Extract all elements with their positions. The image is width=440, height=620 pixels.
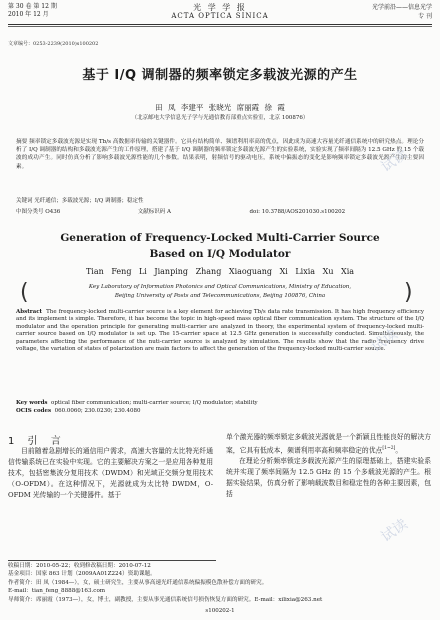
author-email: E-mail：tian_feng_8888@163.com [8, 588, 106, 595]
paper-title-cn: 基于 I/Q 调制器的频率锁定多载波光源的产生 [82, 68, 358, 83]
paper-title-en [0, 230, 440, 262]
watermark-2: 试读 [368, 326, 401, 356]
authors-en: Tian Feng Li Jianping Zhang Xiaoguang Xi Lixia Xu Xia [85, 267, 355, 276]
journal-name-en: ACTA OPTICA SINICA [171, 12, 269, 20]
intro-right-column: 单个激光器的频率锁定多载波光源就是一个新颖且性能良好的解决方案，它具有低成本，频谱利用率高和频率稳定的优点[1~2]。 在理论分析频率锁定多载波光源产生的原理基础上，搭建实验系统并实现了频率间隔为 12.5 GHz 的 15 个多载波光源的产生。根据实验结果，仿真分析了影响载波数目和稳定性的各种主要因素，包括 [226, 433, 431, 499]
keywords-en-text: optical fiber communication; multi-carrier source; I/Q modulator; stability [51, 400, 258, 406]
ocis-label: OCIS codes [16, 408, 52, 414]
issue: 第 12 期 [33, 3, 57, 10]
watermark-1: 试读 [378, 146, 411, 176]
header-rule-thin [8, 26, 432, 27]
footnote-rule [8, 560, 216, 561]
column-title: 光学前沿——信息光学 [371, 4, 432, 11]
column-subtitle: 专 刊 [418, 13, 432, 20]
funding-note: 基金项目：国家 863 计划（2009AA01Z224）资助课题。 [8, 571, 156, 578]
page-number: s100202-1 [205, 608, 235, 614]
affiliation-cn: （北京邮电大学信息光子学与光通信教育部重点实验室，北京 100876） [131, 115, 309, 121]
paper-title-en-line2: Based on I/Q Modulator [149, 248, 291, 260]
advisor-bio: 导师简介：席丽霞（1973—），女，博士，副教授，主要从事光通信系统信号损伤恢复方面的研究。E-mail：xilixia@263.net [8, 596, 323, 603]
journal-name-cn: 光 学 学 报 [193, 3, 247, 12]
volume: 第 30 卷 [8, 3, 32, 10]
ocis-values: 060.0060; 230.0230; 230.4080 [54, 408, 141, 414]
doi: doi: 10.3788/AOS201030.s100202 [249, 209, 346, 215]
keywords-en [16, 400, 258, 406]
affiliation-en-line2: Beijing University of Posts and Telecommunications, Beijing 100876, China [114, 293, 326, 299]
column-name [372, 3, 432, 21]
left-brace: ( [20, 280, 29, 305]
ocis-codes [16, 408, 141, 414]
intro-left-column: 目前随着急剧增长的通信用户需求，高速大容量的太比特光纤通信传输系统已在实验中实现。它的主要解决方案之一是应用各种复用技术，包括密集波分复用技术（DWDM）和光域正交频分复用技术（O-OFDM）。在这种情况下，光源就成为太比特 DWDM，O-OFDM 光传输的一个关键器件。基于 [8, 447, 213, 499]
intro-right-para1: 单个激光器的频率锁定多载波光源就是一个新颖且性能良好的解决方案，它具有低成本，频谱利用率高和频率稳定的优点 [226, 433, 431, 455]
section-heading-intro: 1 引 言 [8, 436, 61, 447]
author-bio: 作者简介：田 凤（1984—），女，硕士研究生，主要从事高速光纤通信系统偏振模色散补偿方面的研究。 [8, 579, 268, 586]
intro-right-para2: 在理论分析频率锁定多载波光源产生的原理基础上，搭建实验系统并实现了频率间隔为 12.5 GHz 的 15 个多载波光源的产生。根据实验结果，仿真分析了影响载波数目和稳定性的各种主要因素，包括 [226, 457, 431, 499]
abstract-cn: 摘要 频率锁定多载波光源是实现 Tb/s 高数据率传输的关键器件。它具有结构简单、频谱利用率高的优点，因此成为高速大容量光纤通信系统中的研究热点。理论分析了 I/Q 调制器的结构和多载波光源产生的工作原理，搭建了基于 I/Q 调制器的频率锁定多载波光源产生的实验系统，实验实现了频率间隔为 12.5 GHz 的 15 个载波的成功产生。同时仿真分析了影响多载波光源性能的几个参数。结果表明，射频信号的驱动电压，系统中偏振态的变化是影响频率锁定多载波光源产生的主要因素。 [16, 139, 424, 170]
abstract-en-text: The frequency-locked multi-carrier source is a key element for achieving Tb/s data rate transmission. It has high frequency efficiency and its implement is simple. Therefore, it has become the topic in high-speed mass optical fiber communication system. The structure of the I/Q modulator and the operation principle for generating multi-carrier are analyzed in theory, the experimental system of frequency-locked multi-carrier source based on I/Q modulator is set up. The 15-carrier space at 12.5 GHz generation is successfully conducted. Simultaneously, the parameters affecting the performance of the nuti-carrier source is analyzed by simulation. The results show that the radio frequency drive voltage, the variation of states of polarization are main factors to affect the generation of the frequency-locked multi-carrier source. [16, 309, 424, 353]
abstract-en-label: Abstract [16, 309, 43, 315]
document-code: 文献标识码 A [137, 209, 171, 215]
footnotes [8, 562, 428, 604]
right-brace: ) [404, 280, 413, 305]
received-date: 收稿日期：2010-05-22；收到修改稿日期：2010-07-12 [8, 563, 151, 569]
article-number: 文章编号：0253-2239(2010)s100202 [8, 41, 99, 47]
watermark-3: 试读 [378, 516, 411, 546]
keywords-cn: 关键词 光纤通信；多载波光源；I/Q 调制器；稳定性 [16, 198, 144, 204]
affiliation-en-line1: Key Laboratory of Information Photonics and Optical Communications, Ministry of Education, [88, 284, 352, 290]
paper-title-en-line1: Generation of Frequency-Locked Multi-Carrier Source [60, 232, 380, 244]
authors-cn: 田 凤 李建平 张晓光 席丽霞 徐 霞 [155, 103, 285, 112]
header-rule [8, 24, 432, 25]
clc-number: 中图分类号 O436 [16, 209, 61, 215]
issue-date: 2010 年 12 月 [8, 11, 49, 18]
affiliation-en [40, 283, 400, 301]
classification-cn [16, 207, 424, 215]
abstract-en [16, 309, 424, 353]
citation-ref: [1~2] [382, 446, 396, 451]
keywords-en-label: Key words [16, 400, 48, 406]
